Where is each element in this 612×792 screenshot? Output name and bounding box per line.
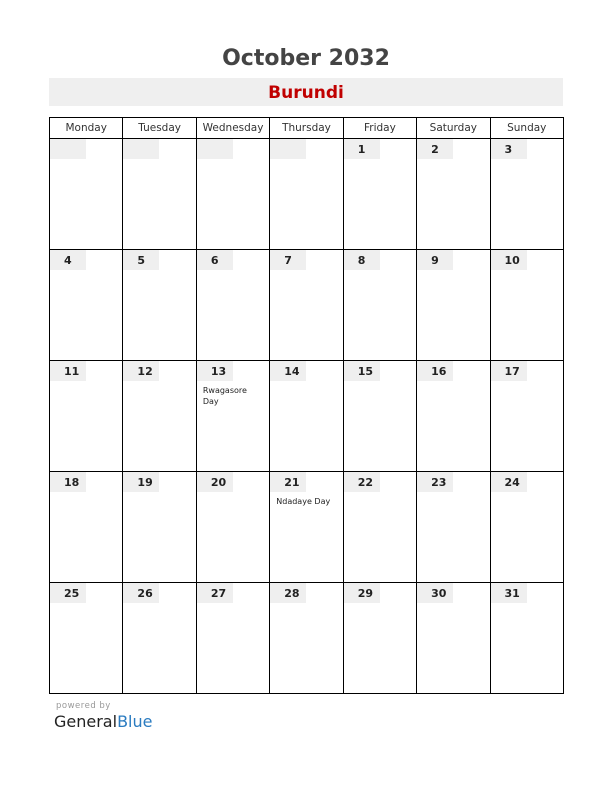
day-number: 25 [50,583,86,603]
weekday-header: Sunday [490,118,563,139]
weekday-header: Saturday [417,118,490,139]
day-cell[interactable] [196,472,269,583]
day-cell[interactable] [417,250,490,361]
holiday-label: Rwagasore Day [202,386,247,406]
day-cell[interactable] [50,250,123,361]
day-number [270,139,306,159]
day-cell[interactable] [343,250,416,361]
week-row [50,250,564,361]
day-cell[interactable] [196,361,269,472]
day-cell[interactable] [417,361,490,472]
week-row [50,472,564,583]
generalblue-logo [54,712,152,731]
day-number: 1 [344,139,380,159]
day-cell[interactable] [270,472,343,583]
calendar-grid [49,117,564,694]
day-number: 26 [123,583,159,603]
day-cell[interactable] [196,139,269,250]
day-number: 15 [344,361,380,381]
day-number: 30 [417,583,453,603]
day-number: 9 [417,250,453,270]
page-title: October 2032 [222,46,390,71]
week-row [50,361,564,472]
day-cell[interactable] [196,583,269,694]
day-number [50,139,86,159]
weekday-header: Tuesday [123,118,196,139]
day-cell[interactable] [417,583,490,694]
day-number: 7 [270,250,306,270]
day-number: 19 [123,472,159,492]
day-number: 3 [491,139,527,159]
day-cell[interactable] [270,583,343,694]
day-cell[interactable] [417,139,490,250]
day-number: 27 [197,583,233,603]
day-cell[interactable] [270,250,343,361]
day-number: 21 [270,472,306,492]
day-cell[interactable] [490,583,563,694]
day-cell[interactable] [50,583,123,694]
week-row [50,139,564,250]
brand-blue-text: Blue [117,712,153,731]
powered-by-label: powered by [56,701,111,711]
day-cell[interactable] [270,139,343,250]
day-cell[interactable] [490,361,563,472]
day-cell[interactable] [490,139,563,250]
day-cell[interactable] [490,472,563,583]
day-cell[interactable] [343,361,416,472]
day-number: 23 [417,472,453,492]
day-number: 14 [270,361,306,381]
day-number: 24 [491,472,527,492]
day-number: 18 [50,472,86,492]
day-number: 31 [491,583,527,603]
day-number [123,139,159,159]
day-number: 17 [491,361,527,381]
day-cell[interactable] [417,472,490,583]
brand-general-text: General [54,712,118,731]
day-cell[interactable] [123,583,196,694]
day-number: 8 [344,250,380,270]
day-cell[interactable] [343,139,416,250]
day-number: 6 [197,250,233,270]
day-cell[interactable] [343,472,416,583]
weekday-header: Wednesday [196,118,269,139]
day-cell[interactable] [123,139,196,250]
day-number: 29 [344,583,380,603]
weekday-header: Friday [343,118,416,139]
day-cell[interactable] [123,250,196,361]
weekday-header: Thursday [270,118,343,139]
day-cell[interactable] [343,583,416,694]
day-cell[interactable] [196,250,269,361]
week-row [50,583,564,694]
day-number: 11 [50,361,86,381]
day-cell[interactable] [50,361,123,472]
day-number: 20 [197,472,233,492]
day-number: 13 [197,361,233,381]
weekday-header: Monday [50,118,123,139]
day-number: 5 [123,250,159,270]
day-number: 22 [344,472,380,492]
holiday-label: Ndadaye Day [276,497,331,506]
day-cell[interactable] [123,361,196,472]
day-number: 28 [270,583,306,603]
day-number [197,139,233,159]
day-cell[interactable] [490,250,563,361]
day-cell[interactable] [123,472,196,583]
day-number: 10 [491,250,527,270]
day-cell[interactable] [50,472,123,583]
day-number: 16 [417,361,453,381]
day-number: 4 [50,250,86,270]
day-number: 2 [417,139,453,159]
day-cell[interactable] [50,139,123,250]
weekday-header-row [50,118,564,139]
day-cell[interactable] [270,361,343,472]
country-banner: Burundi [49,78,563,106]
day-number: 12 [123,361,159,381]
